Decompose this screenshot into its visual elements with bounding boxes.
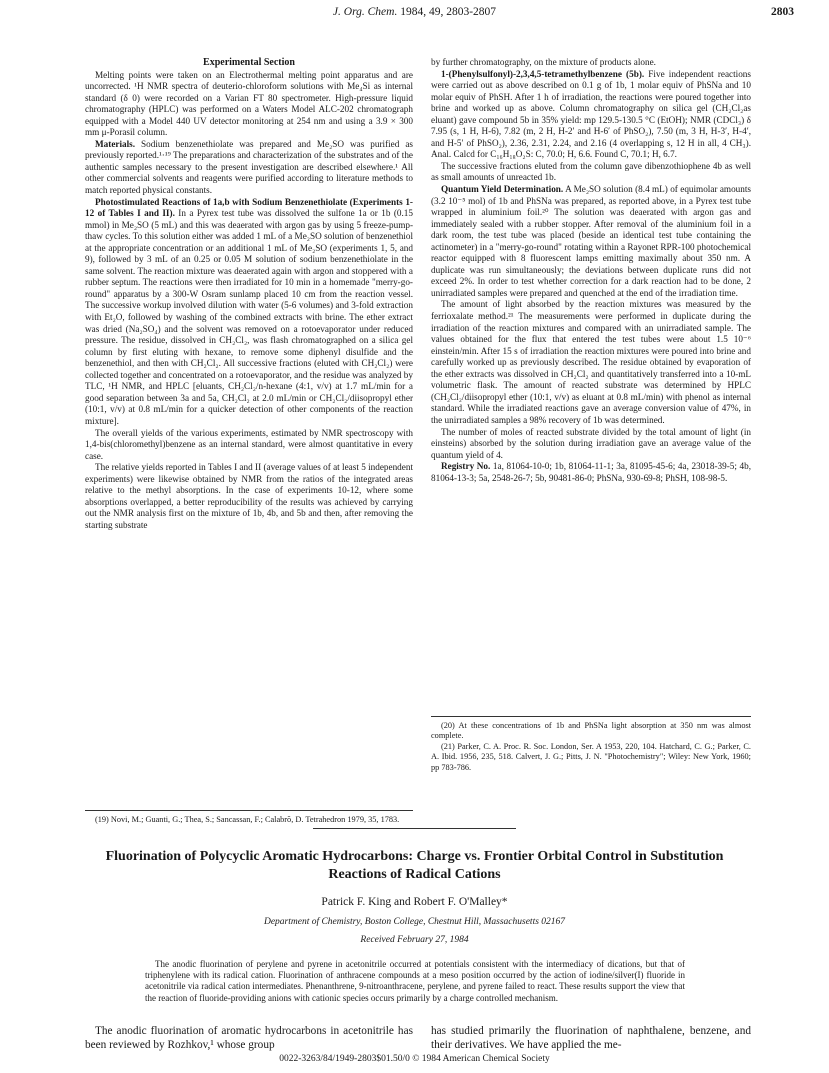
article-title: Fluorination of Polycyclic Aromatic Hydrocarbons: Charge vs. Frontier Orbital Control in Substitution Reactions of Radical Cations bbox=[105, 849, 724, 882]
paragraph-instruments: Melting points were taken on an Electrothermal melting point apparatus and are uncorrected. ¹H NMR spectra of deuterio-chloroform solutions with Me₄Si as internal standard (δ 0) were recorded on a Varian FT 80 spectrometer. High-pressure liquid chromatography (HPLC) was performed on a Waters Model ALC-202 chromatograph equipped with a Model 440 UV detector monitoring at 254 nm and using a 3.9 × 300 mm μ-Porasil column. bbox=[85, 69, 413, 138]
received-date: Received February 27, 1984 bbox=[360, 935, 469, 945]
journal-volume: 1984, 49, 2803-2807 bbox=[397, 6, 497, 18]
run-in-heading: Quantum Yield Determination. bbox=[441, 184, 564, 195]
left-column bbox=[85, 57, 413, 531]
paragraph-text: In a Pyrex test tube was dissolved the sulfone 1a or 1b (0.15 mmol) in Me₂SO (5 mL) and this was deaerated with argon gas by using 5 freeze-pump-thaw cycles. To this solution either was added 1 mL of a Me₂SO solution of benzenethiol at the appropriate concentration or an additional 1 mL of Me₂SO (experiments 1, 5, and 9), followed by 3 mL of an 0.25 or 0.05 M solution of sodium benzenethiolate in the same solvent. The reaction mixture was deaerated again with argon and stoppered with a rubber septum. The reactions were then irradiated for 10 min in a homemade "merry-go-round" apparatus by a 300-W Osram sunlamp placed 10 cm from the reaction vessel. The successive workup involved dilution with water (5-6 volumes) and 3-fold extraction with Et₂O, followed by washing of the combined extracts with brine. The ether extract was dried (Na₂SO₄) and the solvent was removed on a rotoevaporator under reduced pressure. The residue, dissolved in CH₂Cl₂, was flash chromatographed on a silica gel column by first eluting with hexane, to remove some diphenyl disulfide and the benzenethiol, and then with CH₂Cl₂. All successive fractions (eluted with CH₂Cl₂) were collected together and concentrated on a rotoevaporator, and the residue was analyzed by TLC, ¹H NMR, and HPLC [eluants, CH₂Cl₂/n-hexane (4:1, v/v) at 1.7 mL/min for a good separation between 3a and 5a, CH₂Cl₂ at 2.0 mL/min or CH₂Cl₂/diisopropyl ether (10:1, v/v) at 0.8 mL/min for a quicker detection of other components of the reaction mixture]. bbox=[85, 208, 413, 426]
abstract: The anodic fluorination of perylene and pyrene in acetonitrile occurred at potentials consistent with the intermediacy of dications, but that of triphenylene with its radical cation. Fluorination of anthracene compounds at a meso position occurred by the action of iodine/silver(I) fluoride in acetonitrile via radical cation intermediates. Phenanthrene, 9-nitroanthracene, perylene, and pyrene failed to react. These results support the view that the reaction of fluoride-providing anions with cationic species occurs primarily by a charge controlled mechanism. bbox=[145, 959, 685, 1003]
intro-left-column: The anodic fluorination of aromatic hydrocarbons in acetonitrile has been reviewed by Rozhkov,¹ whose group bbox=[85, 1025, 413, 1051]
paragraph-photostimulated bbox=[85, 197, 413, 428]
paragraph-continued: by further chromatography, on the mixture of products alone. bbox=[431, 57, 656, 67]
running-header bbox=[0, 4, 829, 26]
paragraph-registry bbox=[431, 461, 751, 484]
run-in-heading: Materials. bbox=[95, 138, 136, 149]
section-heading: Experimental Section bbox=[203, 57, 295, 68]
paragraph-text: Sodium benzenethiolate was prepared and Me₂SO was purified as previously reported.¹·¹⁹ The preparations and characterization of the substrates and of the authentic samples necessary to the present investigation are described elsewhere.¹ All other commercial solvents and reagents were purified according to literature methods to match reported physical constants. bbox=[85, 138, 413, 196]
footnote-21: (21) Parker, C. A. Proc. R. Soc. London, Ser. A 1953, 220, 104. Hatchard, C. G.; Parker, C. A. Ibid. 1956, 235, 518. Calvert, J. G.; Pitts, J. N. "Photochemistry"; Wiley: New York, 1960; pp 783-786. bbox=[431, 741, 751, 772]
paragraph-text: A Me₂SO solution (8.4 mL) of equimolar amounts (3.2 10⁻⁵ mol) of 1b and PhSNa was prepared, as reported above, in a Pyrex test tube wrapped in aluminium foil.²⁰ The solution was deaerated with argon gas and immediately sealed with a rubber stopper. After removal of the aluminium foil in a dark room, the test tube was placed (beside an identical test tube containing the actinometer) in a "merry-go-round" rotating within a Rayonet RPR-100 photochemical reactor equipped with 8 fluorescent lamps emitting maximally about 350 nm. A duplicate was run simultaneously; the deviations between duplicate runs did not exceed 2%. In order to test whether correction for a dark reaction had to be done, 2 unirradiated samples were prepared and quenched at the end of the irradiation time. bbox=[431, 184, 751, 298]
paragraph-relative-yields: The relative yields reported in Tables I and II (average values of at least 5 independent experiments) were likewise obtained by NMR from the ratios of the integrated areas relative to the methyl absorptions. In the case of experiments 10-12, where some absorptions overlapped, a better reproducibility of the results was achieved by carrying out the NMR analysis first on the mixture of 1b, 4b, and 5b and then, after removing the starting substrate bbox=[85, 462, 413, 530]
right-column bbox=[431, 57, 751, 484]
footnote-20: (20) At these concentrations of 1b and PhSNa light absorption at 350 nm was almost complete. bbox=[431, 721, 751, 741]
run-in-heading: Registry No. bbox=[441, 461, 491, 472]
paragraph-materials bbox=[85, 139, 413, 197]
article-authors: Patrick F. King and Robert F. O'Malley* bbox=[321, 896, 508, 908]
footnote-19: (19) Novi, M.; Guanti, G.; Thea, S.; Sancassan, F.; Calabrõ, D. Tetrahedron 1979, 35, 1783. bbox=[95, 815, 400, 824]
paragraph-fractions: The successive fractions eluted from the column gave dibenzothiophene 4b as well as small amounts of unreacted 1b. bbox=[431, 160, 751, 183]
copyright-footer: 0022-3263/84/1949-2803$01.50/0 © 1984 American Chemical Society bbox=[279, 1054, 550, 1064]
paragraph-compound-5b bbox=[431, 69, 751, 161]
paragraph-text: 1a, 81064-10-0; 1b, 81064-11-1; 3a, 81095-45-6; 4a, 23018-39-5; 4b, 81064-13-3; 5a, 2548-26-7; 5b, 90481-86-0; PhSNa, 930-69-8; PhSH, 108-98-5. bbox=[431, 461, 751, 483]
paragraph-overall-yields: The overall yields of the various experiments, estimated by NMR spectroscopy with 1,4-bis(chloromethyl)benzene as an internal standard, were almost quantitative in every case. bbox=[85, 427, 413, 461]
paragraph-light-amount: The amount of light absorbed by the reaction mixtures was measured by the ferrioxalate method.²¹ The measurements were performed in duplicate during the irradiation of the reaction mixtures and compared with an unirradiated sample. The values obtained for the flux that entered the test tubes were about 1.5 10⁻⁶ einstein/min. After 15 s of irradiation the reaction mixtures were poured into brine and carefully worked up as previously described. The residue obtained by evaporation of the ether extracts was dissolved in CH₂Cl₂ and quantitatively transferred into a 10-mL volumetric flask. The amount of reacted substrate was determined by HPLC (CH₂Cl₂/diisopropyl ether (10:1, v/v) as eluant at 0.8 mL/min) with phenol as internal standard. While the irradiated reactions gave an average conversion value of 47%, in the unirradiated samples a 98% recovery of 1b was determined. bbox=[431, 299, 751, 425]
footnotes-right bbox=[431, 716, 751, 773]
run-in-heading: 1-(Phenylsulfonyl)-2,3,4,5-tetramethylbenzene (5b). bbox=[441, 68, 645, 79]
intro-right-column: has studied primarily the fluorination of naphthalene, benzene, and their derivatives. We have applied the me- bbox=[431, 1025, 751, 1051]
paragraph-quantum-value: The number of moles of reacted substrate divided by the total amount of light (in einsteins) absorbed by the solution during irradiation gave an average value of the quantum yield of 4. bbox=[431, 426, 751, 460]
footnotes-left bbox=[85, 810, 413, 825]
page-number: 2803 bbox=[771, 6, 794, 18]
article-divider bbox=[313, 828, 516, 829]
paragraph-text: Five independent reactions were carried out as above described on 0.1 g of 1b, 1 molar equiv of PhSNa and 10 molar equiv of PhSH. After 1 h of irradiation, the reactions were poured together into brine and worked up as above. Column chromatography on silica gel (CH₂Cl₂as eluant) gave compound 5b in 35% yield: mp 129.5-130.5 °C (EtOH); NMR (CDCl₃) δ 7.95 (s, 1 H, H-6), 7.82 (m, 2 H, H-2′ and H-6′ of PhSO₂), 7.50 (m, 3 H, H-3′, H-4′, and H-5′ of PhSO₂), 2.36, 2.31, 2.24, and 2.16 (4 overlapping s, 12 H in all, 4 CH₃). Anal. Calcd for C₁₆H₁₈O₂S: C, 70.0; H, 6.6. Found C, 70.1; H, 6.7. bbox=[431, 68, 751, 160]
journal-name: J. Org. Chem. bbox=[332, 6, 398, 18]
author-affiliation: Department of Chemistry, Boston College, Chestnut Hill, Massachusetts 02167 bbox=[263, 917, 566, 927]
run-in-heading: Photostimulated Reactions of 1a,b with Sodium Benzenethiolate (Experiments 1-12 of Tables I and II). bbox=[85, 196, 413, 219]
paragraph-quantum-yield bbox=[431, 184, 751, 299]
journal-citation bbox=[0, 6, 829, 18]
